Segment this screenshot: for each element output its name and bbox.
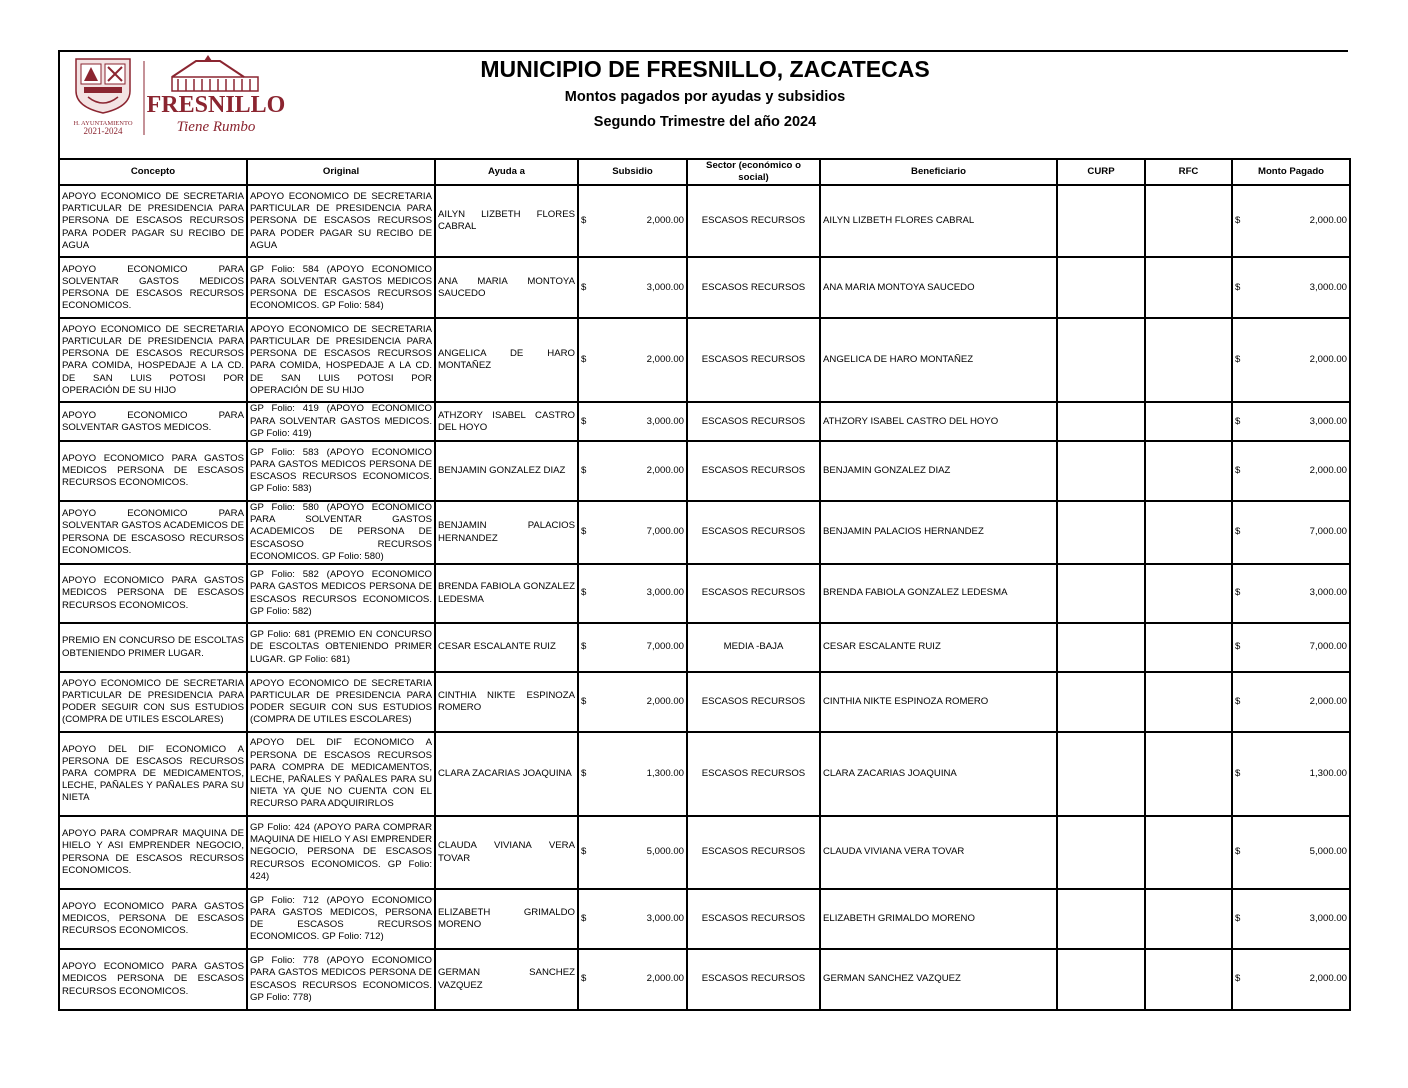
cell-subsidio xyxy=(578,257,687,318)
cell-concepto: APOYO PARA COMPRAR MAQUINA DE HIELO Y ASI EMPRENDER NEGOCIO, PERSONA DE ESCASOS RECURSOS ECONOMICOS. xyxy=(59,816,247,889)
cell-rfc xyxy=(1145,564,1232,623)
cell-concepto: APOYO ECONOMICO PARA GASTOS MEDICOS PERSONA DE ESCASOS RECURSOS ECONOMICOS. xyxy=(59,564,247,623)
cell-beneficiario: ELIZABETH GRIMALDO MORENO xyxy=(820,889,1057,949)
amount-value: 7,000.00 xyxy=(646,641,684,653)
table-row xyxy=(59,441,1350,501)
cell-rfc xyxy=(1145,949,1232,1010)
cell-monto xyxy=(1232,816,1350,889)
currency-symbol: $ xyxy=(581,587,587,599)
currency-symbol: $ xyxy=(581,767,587,779)
amount-value: 2,000.00 xyxy=(646,215,684,227)
cell-curp xyxy=(1057,185,1145,257)
svg-text:H. AYUNTAMIENTO: H. AYUNTAMIENTO xyxy=(73,120,133,127)
cell-curp xyxy=(1057,257,1145,318)
cell-beneficiario: BENJAMIN PALACIOS HERNANDEZ xyxy=(820,501,1057,564)
cell-ayuda: ANA MARIA MONTOYA SAUCEDO xyxy=(435,257,578,318)
amount-value: 3,000.00 xyxy=(1309,281,1347,293)
cell-original: GP Folio: 583 (APOYO ECONOMICO PARA GASTOS MEDICOS PERSONA DE ESCASOS RECURSOS ECONOMICOS. GP Folio: 583) xyxy=(247,441,435,501)
cell-subsidio xyxy=(578,732,687,816)
cell-rfc xyxy=(1145,732,1232,816)
cell-curp xyxy=(1057,318,1145,402)
table-row xyxy=(59,672,1350,732)
currency-symbol: $ xyxy=(1235,215,1241,227)
cell-curp xyxy=(1057,889,1145,949)
currency-symbol: $ xyxy=(1235,464,1241,476)
table-row xyxy=(59,949,1350,1010)
currency-symbol: $ xyxy=(581,415,587,427)
cell-subsidio xyxy=(578,564,687,623)
table-header-row xyxy=(59,159,1350,185)
currency-symbol: $ xyxy=(1235,526,1241,538)
cell-concepto: APOYO ECONOMICO PARA SOLVENTAR GASTOS ACADEMICOS DE PERSONA DE ESCASOSO RECURSOS ECONOMICOS. xyxy=(59,501,247,564)
cell-rfc xyxy=(1145,402,1232,441)
cell-monto xyxy=(1232,185,1350,257)
cell-monto xyxy=(1232,402,1350,441)
cell-beneficiario: ANA MARIA MONTOYA SAUCEDO xyxy=(820,257,1057,318)
amount-value: 5,000.00 xyxy=(646,846,684,858)
amount-value: 2,000.00 xyxy=(1309,215,1347,227)
amount-value: 7,000.00 xyxy=(1309,526,1347,538)
cell-sector: ESCASOS RECURSOS xyxy=(687,185,820,257)
amount-value: 5,000.00 xyxy=(1309,846,1347,858)
amount-value: 2,000.00 xyxy=(646,354,684,366)
currency-symbol: $ xyxy=(581,464,587,476)
cell-rfc xyxy=(1145,889,1232,949)
cell-subsidio xyxy=(578,816,687,889)
currency-symbol: $ xyxy=(1235,846,1241,858)
col-header-monto: Monto Pagado xyxy=(1232,159,1350,185)
currency-symbol: $ xyxy=(1235,641,1241,653)
cell-sector: ESCASOS RECURSOS xyxy=(687,889,820,949)
cell-original: APOYO ECONOMICO DE SECRETARIA PARTICULAR DE PRESIDENCIA PARA PERSONA DE ESCASOS RECURSOS PARA COMIDA, HOSPEDAJE A LA CD. DE SAN LUIS POTOSI POR OPERACIÓN DE SU HIJO xyxy=(247,318,435,402)
cell-subsidio xyxy=(578,672,687,732)
cell-ayuda: BENJAMIN PALACIOS HERNANDEZ xyxy=(435,501,578,564)
cell-curp xyxy=(1057,402,1145,441)
cell-beneficiario: AILYN LIZBETH FLORES CABRAL xyxy=(820,185,1057,257)
currency-symbol: $ xyxy=(1235,415,1241,427)
page-subtitle: Montos pagados por ayudas y subsidios xyxy=(564,89,846,105)
cell-sector: ESCASOS RECURSOS xyxy=(687,949,820,1010)
cell-beneficiario: CESAR ESCALANTE RUIZ xyxy=(820,623,1057,672)
table-row xyxy=(59,257,1350,318)
cell-curp xyxy=(1057,441,1145,501)
amount-value: 1,300.00 xyxy=(1309,767,1347,779)
cell-original: GP Folio: 584 (APOYO ECONOMICO PARA SOLVENTAR GASTOS MEDICOS PERSONA DE ESCASOS RECURSOS ECONOMICOS. GP Folio: 584) xyxy=(247,257,435,318)
cell-curp xyxy=(1057,816,1145,889)
cell-sector: ESCASOS RECURSOS xyxy=(687,318,820,402)
amount-value: 3,000.00 xyxy=(646,587,684,599)
currency-symbol: $ xyxy=(581,526,587,538)
cell-concepto: APOYO ECONOMICO PARA SOLVENTAR GASTOS MEDICOS PERSONA DE ESCASOS RECURSOS ECONOMICOS. xyxy=(59,257,247,318)
svg-text:Tiene Rumbo: Tiene Rumbo xyxy=(176,119,256,135)
currency-symbol: $ xyxy=(581,912,587,924)
cell-monto xyxy=(1232,257,1350,318)
col-header-concepto: Concepto xyxy=(59,159,247,185)
cell-ayuda: CINTHIA NIKTE ESPINOZA ROMERO xyxy=(435,672,578,732)
cell-curp xyxy=(1057,623,1145,672)
cell-rfc xyxy=(1145,623,1232,672)
currency-symbol: $ xyxy=(1235,973,1241,985)
cell-original: GP Folio: 419 (APOYO ECONOMICO PARA SOLVENTAR GASTOS MEDICOS. GP Folio: 419) xyxy=(247,402,435,441)
currency-symbol: $ xyxy=(581,846,587,858)
currency-symbol: $ xyxy=(581,695,587,707)
currency-symbol: $ xyxy=(1235,354,1241,366)
svg-text:2021-2024: 2021-2024 xyxy=(83,126,123,136)
cell-ayuda: BRENDA FABIOLA GONZALEZ LEDESMA xyxy=(435,564,578,623)
currency-symbol: $ xyxy=(581,641,587,653)
cell-subsidio xyxy=(578,889,687,949)
amount-value: 2,000.00 xyxy=(646,973,684,985)
cell-beneficiario: CLAUDA VIVIANA VERA TOVAR xyxy=(820,816,1057,889)
cell-original: APOYO ECONOMICO DE SECRETARIA PARTICULAR DE PRESIDENCIA PARA PERSONA DE ESCASOS RECURSOS PARA PODER PAGAR SU RECIBO DE AGUA xyxy=(247,185,435,257)
cell-rfc xyxy=(1145,672,1232,732)
amount-value: 1,300.00 xyxy=(646,767,684,779)
cell-original: GP Folio: 424 (APOYO PARA COMPRAR MAQUINA DE HIELO Y ASI EMPRENDER NEGOCIO, PERSONA DE ESCASOS RECURSOS ECONOMICOS. GP Folio: 424) xyxy=(247,816,435,889)
currency-symbol: $ xyxy=(581,973,587,985)
col-header-rfc: RFC xyxy=(1145,159,1232,185)
svg-text:FRESNILLO: FRESNILLO xyxy=(146,92,286,118)
cell-sector: MEDIA -BAJA xyxy=(687,623,820,672)
cell-curp xyxy=(1057,672,1145,732)
col-header-subsidio: Subsidio xyxy=(578,159,687,185)
page-period: Segundo Trimestre del año 2024 xyxy=(593,114,817,130)
amount-value: 2,000.00 xyxy=(646,695,684,707)
cell-monto xyxy=(1232,501,1350,564)
cell-ayuda: BENJAMIN GONZALEZ DIAZ xyxy=(435,441,578,501)
cell-concepto: APOYO ECONOMICO PARA GASTOS MEDICOS, PERSONA DE ESCASOS RECURSOS ECONOMICOS. xyxy=(59,889,247,949)
cell-rfc xyxy=(1145,441,1232,501)
currency-symbol: $ xyxy=(581,354,587,366)
table-row xyxy=(59,318,1350,402)
col-header-curp: CURP xyxy=(1057,159,1145,185)
cell-sector: ESCASOS RECURSOS xyxy=(687,732,820,816)
currency-symbol: $ xyxy=(1235,587,1241,599)
cell-original: APOYO DEL DIF ECONOMICO A PERSONA DE ESCASOS RECURSOS PARA COMPRA DE MEDICAMENTOS, LECHE, PAÑALES Y PAÑALES PARA SU NIETA YA QUE NO CUENTA CON EL RECURSO PARA ADQUIRIRLOS xyxy=(247,732,435,816)
currency-symbol: $ xyxy=(1235,767,1241,779)
cell-beneficiario: CINTHIA NIKTE ESPINOZA ROMERO xyxy=(820,672,1057,732)
cell-monto xyxy=(1232,623,1350,672)
amount-value: 3,000.00 xyxy=(646,281,684,293)
cell-sector: ESCASOS RECURSOS xyxy=(687,441,820,501)
cell-beneficiario: BENJAMIN GONZALEZ DIAZ xyxy=(820,441,1057,501)
cell-original: GP Folio: 580 (APOYO ECONOMICO PARA SOLVENTAR GASTOS ACADEMICOS DE PERSONA DE ESCASOSO RECURSOS ECONOMICOS. GP Folio: 580) xyxy=(247,501,435,564)
currency-symbol: $ xyxy=(1235,281,1241,293)
crest-icon xyxy=(76,59,130,113)
amount-value: 3,000.00 xyxy=(1309,587,1347,599)
cell-sector: ESCASOS RECURSOS xyxy=(687,402,820,441)
cell-concepto: APOYO ECONOMICO DE SECRETARIA PARTICULAR DE PRESIDENCIA PARA PERSONA DE ESCASOS RECURSOS PARA PODER PAGAR SU RECIBO DE AGUA xyxy=(59,185,247,257)
cell-ayuda: CLARA ZACARIAS JOAQUINA xyxy=(435,732,578,816)
cell-ayuda: CESAR ESCALANTE RUIZ xyxy=(435,623,578,672)
cell-monto xyxy=(1232,672,1350,732)
cell-ayuda: ATHZORY ISABEL CASTRO DEL HOYO xyxy=(435,402,578,441)
amount-value: 7,000.00 xyxy=(1309,641,1347,653)
amount-value: 3,000.00 xyxy=(1309,415,1347,427)
cell-original: GP Folio: 712 (APOYO ECONOMICO PARA GASTOS MEDICOS, PERSONA DE ESCASOS RECURSOS ECONOMICOS. GP Folio: 712) xyxy=(247,889,435,949)
cell-curp xyxy=(1057,564,1145,623)
municipal-logo xyxy=(68,55,298,140)
table-row xyxy=(59,889,1350,949)
cell-original: GP Folio: 681 (PREMIO EN CONCURSO DE ESCOLTAS OBTENIENDO PRIMER LUGAR. GP Folio: 681) xyxy=(247,623,435,672)
col-header-original: Original xyxy=(247,159,435,185)
cell-concepto: PREMIO EN CONCURSO DE ESCOLTAS OBTENIENDO PRIMER LUGAR. xyxy=(59,623,247,672)
amount-value: 2,000.00 xyxy=(1309,973,1347,985)
currency-symbol: $ xyxy=(581,281,587,293)
cell-subsidio xyxy=(578,402,687,441)
amount-value: 3,000.00 xyxy=(1309,912,1347,924)
cell-rfc xyxy=(1145,257,1232,318)
cell-monto xyxy=(1232,949,1350,1010)
table-row xyxy=(59,623,1350,672)
cell-concepto: APOYO ECONOMICO DE SECRETARIA PARTICULAR DE PRESIDENCIA PARA PODER SEGUIR CON SUS ESTUDIOS (COMPRA DE UTILES ESCOLARES) xyxy=(59,672,247,732)
cell-concepto: APOYO ECONOMICO PARA GASTOS MEDICOS PERSONA DE ESCASOS RECURSOS ECONOMICOS. xyxy=(59,949,247,1010)
currency-symbol: $ xyxy=(1235,912,1241,924)
cell-curp xyxy=(1057,501,1145,564)
table-row xyxy=(59,564,1350,623)
amount-value: 3,000.00 xyxy=(646,912,684,924)
cell-sector: ESCASOS RECURSOS xyxy=(687,816,820,889)
cell-subsidio xyxy=(578,623,687,672)
cell-ayuda: AILYN LIZBETH FLORES CABRAL xyxy=(435,185,578,257)
cell-subsidio xyxy=(578,185,687,257)
cell-subsidio xyxy=(578,501,687,564)
col-header-beneficiario: Beneficiario xyxy=(820,159,1057,185)
cell-ayuda: CLAUDA VIVIANA VERA TOVAR xyxy=(435,816,578,889)
cell-ayuda: ELIZABETH GRIMALDO MORENO xyxy=(435,889,578,949)
amount-value: 2,000.00 xyxy=(1309,695,1347,707)
cell-original: GP Folio: 582 (APOYO ECONOMICO PARA GASTOS MEDICOS PERSONA DE ESCASOS RECURSOS ECONOMICOS. GP Folio: 582) xyxy=(247,564,435,623)
amount-value: 3,000.00 xyxy=(646,415,684,427)
col-header-ayuda: Ayuda a xyxy=(435,159,578,185)
cell-rfc xyxy=(1145,816,1232,889)
cell-beneficiario: ANGELICA DE HARO MONTAÑEZ xyxy=(820,318,1057,402)
cell-curp xyxy=(1057,732,1145,816)
table-row xyxy=(59,185,1350,257)
cell-curp xyxy=(1057,949,1145,1010)
cell-beneficiario: ATHZORY ISABEL CASTRO DEL HOYO xyxy=(820,402,1057,441)
table-row xyxy=(59,402,1350,441)
building-icon xyxy=(172,55,258,91)
cell-subsidio xyxy=(578,318,687,402)
cell-monto xyxy=(1232,889,1350,949)
amount-value: 2,000.00 xyxy=(1309,354,1347,366)
cell-beneficiario: BRENDA FABIOLA GONZALEZ LEDESMA xyxy=(820,564,1057,623)
cell-rfc xyxy=(1145,185,1232,257)
cell-subsidio xyxy=(578,949,687,1010)
cell-sector: ESCASOS RECURSOS xyxy=(687,501,820,564)
cell-monto xyxy=(1232,564,1350,623)
cell-original: GP Folio: 778 (APOYO ECONOMICO PARA GASTOS MEDICOS PERSONA DE ESCASOS RECURSOS ECONOMICOS. GP Folio: 778) xyxy=(247,949,435,1010)
amount-value: 7,000.00 xyxy=(646,526,684,538)
cell-monto xyxy=(1232,441,1350,501)
cell-original: APOYO ECONOMICO DE SECRETARIA PARTICULAR DE PRESIDENCIA PARA PODER SEGUIR CON SUS ESTUDIOS (COMPRA DE UTILES ESCOLARES) xyxy=(247,672,435,732)
amount-value: 2,000.00 xyxy=(1309,464,1347,476)
table-row xyxy=(59,501,1350,564)
cell-beneficiario: CLARA ZACARIAS JOAQUINA xyxy=(820,732,1057,816)
col-header-sector: Sector (económico o social) xyxy=(687,159,820,185)
page-title: MUNICIPIO DE FRESNILLO, ZACATECAS xyxy=(480,56,930,82)
cell-monto xyxy=(1232,318,1350,402)
subsidies-table xyxy=(58,158,1351,1011)
cell-sector: ESCASOS RECURSOS xyxy=(687,564,820,623)
cell-beneficiario: GERMAN SANCHEZ VAZQUEZ xyxy=(820,949,1057,1010)
cell-rfc xyxy=(1145,501,1232,564)
cell-concepto: APOYO ECONOMICO DE SECRETARIA PARTICULAR DE PRESIDENCIA PARA PERSONA DE ESCASOS RECURSOS PARA COMIDA, HOSPEDAJE A LA CD. DE SAN LUIS POTOSI POR OPERACIÓN DE SU HIJO xyxy=(59,318,247,402)
cell-ayuda: GERMAN SANCHEZ VAZQUEZ xyxy=(435,949,578,1010)
cell-concepto: APOYO ECONOMICO PARA GASTOS MEDICOS PERSONA DE ESCASOS RECURSOS ECONOMICOS. xyxy=(59,441,247,501)
amount-value: 2,000.00 xyxy=(646,464,684,476)
currency-symbol: $ xyxy=(1235,695,1241,707)
table-row xyxy=(59,816,1350,889)
cell-sector: ESCASOS RECURSOS xyxy=(687,257,820,318)
cell-ayuda: ANGELICA DE HARO MONTAÑEZ xyxy=(435,318,578,402)
cell-concepto: APOYO ECONOMICO PARA SOLVENTAR GASTOS MEDICOS. xyxy=(59,402,247,441)
currency-symbol: $ xyxy=(581,215,587,227)
cell-sector: ESCASOS RECURSOS xyxy=(687,672,820,732)
cell-subsidio xyxy=(578,441,687,501)
cell-concepto: APOYO DEL DIF ECONOMICO A PERSONA DE ESCASOS RECURSOS PARA COMPRA DE MEDICAMENTOS, LECHE, PAÑALES Y PAÑALES PARA SU NIETA xyxy=(59,732,247,816)
cell-monto xyxy=(1232,732,1350,816)
cell-rfc xyxy=(1145,318,1232,402)
table-row xyxy=(59,732,1350,816)
